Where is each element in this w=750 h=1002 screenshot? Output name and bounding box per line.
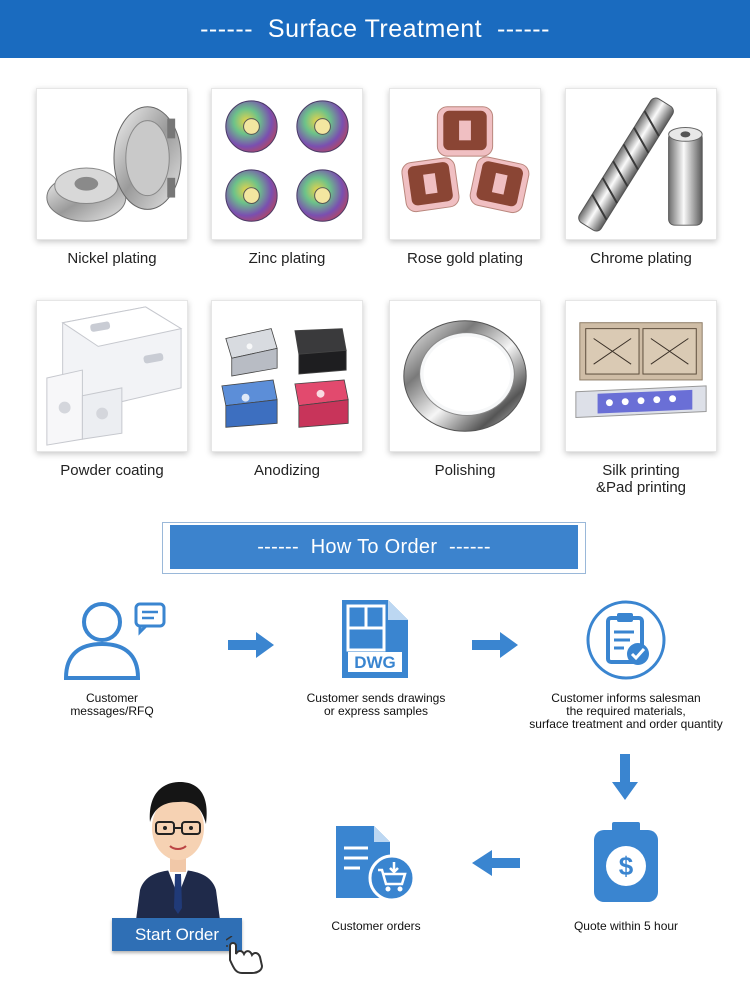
- arrow-right-icon: [470, 630, 520, 665]
- surface-treatment-title: ------ Surface Treatment ------: [200, 14, 550, 43]
- step-caption-line: Customer sends drawings: [306, 691, 446, 705]
- treatment-label-line1: Silk printing: [602, 462, 680, 479]
- user-message-icon: [58, 598, 168, 682]
- svg-text:$: $: [618, 851, 634, 881]
- treatment-label: Chrome plating: [590, 250, 692, 267]
- step-caption-line: surface treatment and order quantity: [529, 717, 723, 731]
- rose-gold-plated-parts-photo: [389, 88, 541, 240]
- arrow-down-icon: [610, 752, 640, 807]
- banner-fill: [170, 525, 578, 569]
- treatment-label: Anodizing: [254, 462, 320, 479]
- clipboard-check-icon: [584, 598, 668, 682]
- chrome-plated-shaft-photo: [565, 88, 717, 240]
- step-caption: [40, 692, 184, 718]
- step-caption-line: Customer orders: [331, 919, 421, 933]
- arrow-left-icon: [470, 848, 522, 883]
- silk-printed-plates-photo: [565, 300, 717, 452]
- dollar-clipboard-icon: [590, 820, 662, 904]
- zinc-plated-washers-photo: [211, 88, 363, 240]
- start-order-button[interactable]: Start Order: [112, 918, 242, 951]
- how-to-order-banner: [162, 522, 586, 574]
- powder-coated-bracket-photo: [36, 300, 188, 452]
- step-caption: [548, 920, 704, 933]
- step-caption: [510, 692, 742, 731]
- svg-text:DWG: DWG: [354, 653, 396, 672]
- hand-pointer-icon: [226, 936, 272, 974]
- treatment-label: Polishing: [434, 462, 496, 479]
- surface-treatment-banner: [0, 0, 750, 58]
- step-caption-line: Quote within 5 hour: [573, 919, 679, 933]
- step-caption: [306, 920, 446, 933]
- anodized-parts-photo: [211, 300, 363, 452]
- how-to-order-title: ------ How To Order ------: [257, 535, 491, 558]
- salesman-avatar: [132, 778, 224, 920]
- dwg-file-icon: [340, 598, 410, 680]
- step-caption-line: Customer: [85, 691, 138, 705]
- treatment-label: Powder coating: [60, 462, 164, 479]
- step-caption-line: messages/RFQ: [70, 704, 154, 718]
- step-caption: [290, 692, 462, 718]
- step-caption-line: or express samples: [323, 704, 429, 718]
- step-caption-line: the required materials,: [566, 704, 686, 718]
- treatment-label-line2: &Pad printing: [595, 479, 687, 496]
- arrow-right-icon: [226, 630, 276, 665]
- treatment-label: Rose gold plating: [407, 250, 523, 267]
- treatment-label: Nickel plating: [67, 250, 157, 267]
- treatment-label: Zinc plating: [248, 250, 326, 267]
- polished-ring-photo: [389, 300, 541, 452]
- step-caption-line: Customer informs salesman: [551, 691, 701, 705]
- nickel-plated-parts-photo: [36, 88, 188, 240]
- cart-document-icon: [334, 822, 418, 902]
